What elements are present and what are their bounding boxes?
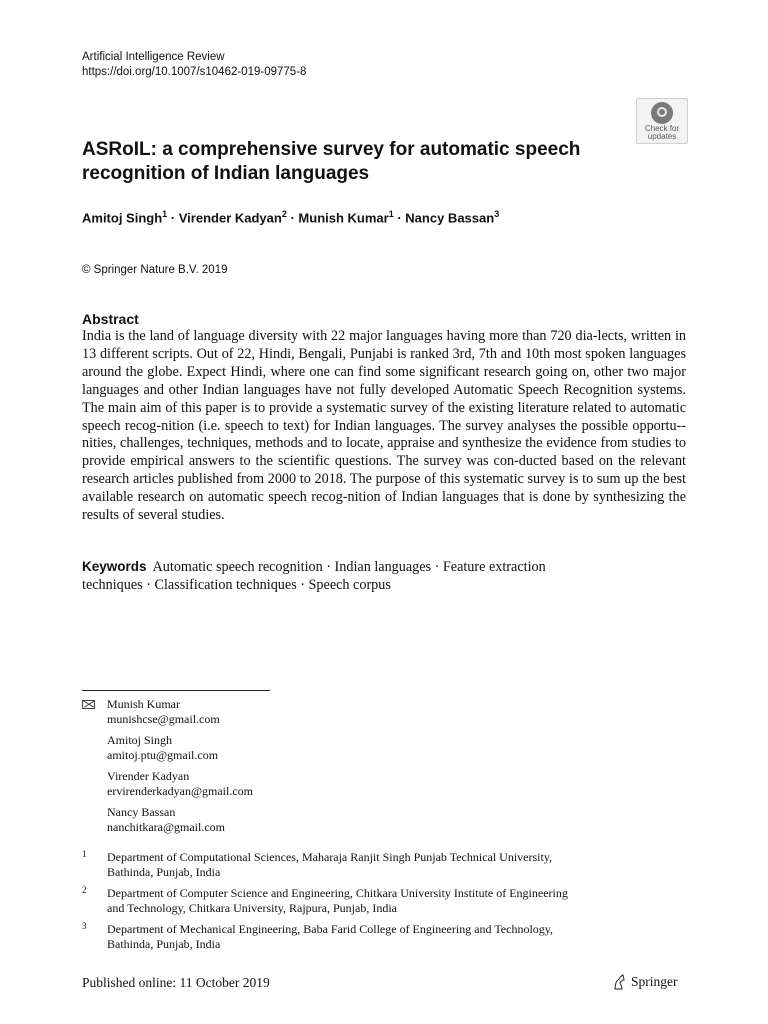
affiliation-number: 3 [82, 921, 87, 931]
affiliation-line1: Department of Computer Science and Engineering, Chitkara University Institute of Engineering [107, 886, 568, 900]
footnote-divider [82, 690, 270, 691]
keywords-line1: Automatic speech recognition · Indian languages · Feature extraction [152, 559, 546, 575]
affiliation-line1: Department of Computational Sciences, Maharaja Ranjit Singh Punjab Technical University, [107, 850, 553, 864]
keywords-section [82, 558, 686, 594]
affiliation-entry [82, 850, 686, 880]
author-affiliation-mark: 2 [281, 209, 287, 219]
author-name: Munish Kumar [298, 210, 389, 226]
contact-name: Munish Kumar [107, 697, 180, 711]
author-affiliation-mark: 3 [494, 209, 500, 219]
contact-email[interactable]: munishcse@gmail.com [107, 712, 220, 726]
contact-name: Nancy Bassan [107, 805, 176, 819]
publisher-logo [612, 974, 678, 990]
affiliation-line2: and Technology, Chitkara University, Rajpura, Punjab, India [107, 901, 397, 915]
contact-entry [107, 697, 382, 727]
published-date: Published online: 11 October 2019 [82, 975, 270, 990]
contact-list [82, 697, 382, 841]
author-separator: · [393, 210, 406, 226]
envelope-icon [82, 700, 95, 709]
contact-name: Amitoj Singh [107, 733, 173, 747]
keywords-line2: techniques · Classification techniques · Speech corpus [82, 577, 391, 593]
check-for-updates-badge[interactable] [636, 98, 688, 144]
springer-horse-icon [612, 974, 626, 990]
affiliation-number: 1 [82, 849, 87, 859]
author-affiliation-mark: 1 [388, 209, 394, 219]
contact-entry [107, 805, 382, 835]
keywords-label: Keywords [82, 559, 147, 574]
author-separator: · [167, 210, 179, 226]
author-name: Amitoj Singh [82, 210, 163, 226]
journal-header [82, 50, 306, 80]
title-line1: ASRoIL: a comprehensive survey for automatic speech [82, 139, 581, 160]
author-name: Nancy Bassan [405, 210, 495, 226]
contact-entry [107, 733, 382, 763]
affiliation-entry [82, 922, 686, 952]
abstract-heading: Abstract [82, 311, 139, 327]
author-name: Virender Kadyan [178, 210, 282, 226]
author-separator: · [286, 210, 299, 226]
copyright-notice: © Springer Nature B.V. 2019 [82, 264, 228, 276]
author-affiliation-mark: 1 [162, 209, 168, 219]
contact-name: Virender Kadyan [107, 769, 190, 783]
affiliation-list [82, 850, 686, 958]
affiliation-line2: Bathinda, Punjab, India [107, 937, 221, 951]
badge-line2: updates [647, 132, 677, 141]
badge-line1: Check for [644, 124, 680, 133]
paper-title [82, 138, 622, 186]
affiliation-line2: Bathinda, Punjab, India [107, 865, 221, 879]
affiliation-entry [82, 886, 686, 916]
contact-email[interactable]: ervirenderkadyan@gmail.com [107, 784, 253, 798]
check-for-updates-icon [651, 102, 673, 124]
doi-link[interactable]: https://doi.org/10.1007/s10462-019-09775-8 [82, 66, 307, 78]
contact-entry [107, 769, 382, 799]
contact-email[interactable]: amitoj.ptu@gmail.com [107, 748, 219, 762]
author-list [82, 209, 499, 225]
journal-name: Artificial Intelligence Review [82, 51, 225, 63]
affiliation-line1: Department of Mechanical Engineering, Baba Farid College of Engineering and Technology, [107, 922, 554, 936]
contact-email[interactable]: nanchitkara@gmail.com [107, 820, 226, 834]
publisher-name: Springer [631, 974, 678, 989]
title-line2: recognition of Indian languages [82, 163, 370, 184]
affiliation-number: 2 [82, 885, 87, 895]
abstract-text: India is the land of language diversity with 22 major languages having more than 720 dia-lects, written in 13 different scripts. Out of 22, Hindi, Bengali, Punjabi is ranked 3rd, 7th and 10th most spoken languages around the globe. Expect Hindi, where one can find some significant research going on, other two major languages and other Indian languages have not fully developed Automatic Speech Recognition systems. The main aim of this paper is to provide a systematic survey of the existing literature related to automatic speech recog-nition (i.e. speech to text) for Indian languages. The survey analyses the possible opportu-nities, challenges, techniques, methods and to locate, appraise and synthesize the evidence from studies to provide empirical answers to the scientific questions. The survey was con-ducted based on the relevant research articles published from 2000 to 2018. The purpose of this systematic survey is to sum up the best available research on automatic speech recog-nition of Indian languages that is done by synthesizing the results of several studies. [82, 328, 686, 524]
